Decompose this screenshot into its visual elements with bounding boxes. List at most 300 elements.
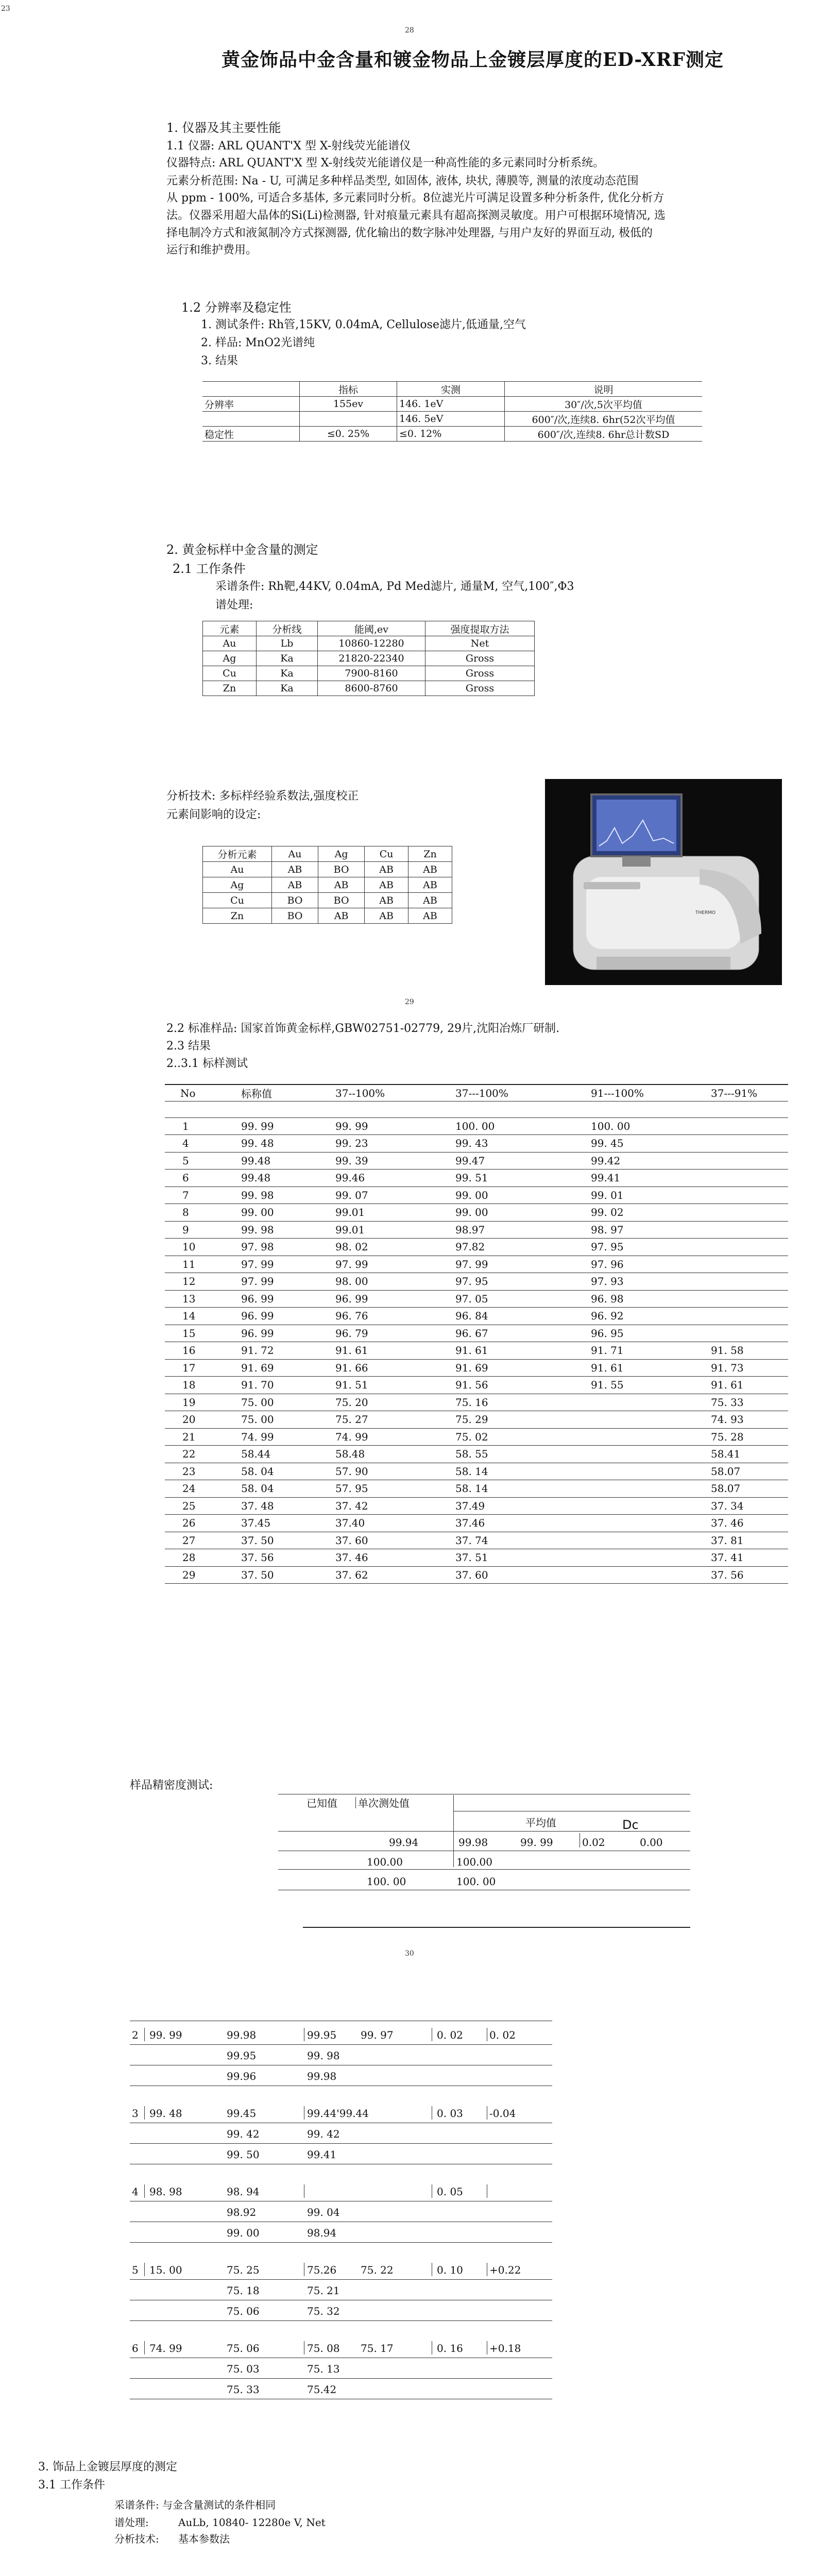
cell: 96. 99 bbox=[335, 1292, 368, 1305]
cell: 75. 16 bbox=[455, 1396, 488, 1409]
cell: 97. 99 bbox=[335, 1258, 368, 1270]
table-row bbox=[165, 1428, 788, 1446]
cell: 99.01 bbox=[335, 1206, 365, 1219]
sample-number: 11 bbox=[182, 1258, 196, 1270]
cell: 74. 99 bbox=[335, 1430, 368, 1443]
table-row bbox=[165, 1532, 788, 1549]
sample-number: 13 bbox=[182, 1292, 196, 1305]
cell: 91. 69 bbox=[241, 1361, 274, 1374]
cell: 75. 20 bbox=[335, 1396, 368, 1409]
cell: 99. 00 bbox=[227, 2227, 260, 2239]
table-top-rule bbox=[165, 1084, 788, 1085]
cell: 0.00 bbox=[640, 1836, 663, 1849]
rule bbox=[144, 2341, 145, 2354]
col-header: No bbox=[180, 1087, 196, 1099]
cell: 75. 08 bbox=[307, 2342, 340, 2354]
cell bbox=[709, 1308, 788, 1325]
cell bbox=[589, 1480, 709, 1498]
cell: 0. 10 bbox=[437, 2264, 463, 2276]
cell bbox=[709, 1204, 788, 1222]
table-row bbox=[165, 1239, 788, 1256]
section-1-heading: 1. 仪器及其主要性能 bbox=[166, 121, 281, 135]
cell: +0.18 bbox=[489, 2342, 521, 2354]
standard-results-table bbox=[165, 1086, 788, 1584]
analysis-technique: 分析技术: 多标样经验系数法,强度校正 bbox=[166, 790, 359, 803]
cell: 99. 51 bbox=[455, 1172, 488, 1184]
cell: 75. 32 bbox=[307, 2305, 340, 2317]
cell bbox=[589, 1566, 709, 1584]
sample-number: 18 bbox=[182, 1379, 196, 1392]
cell: Gross bbox=[425, 681, 535, 696]
cell: 37. 50 bbox=[241, 1534, 274, 1547]
cell: Au bbox=[203, 636, 257, 651]
cell: 99. 45 bbox=[591, 1137, 624, 1150]
spectrum-condition: 采谱条件: Rh靶,44KV, 0.04mA, Pd Med滤片, 通量M, 空气,100″,Φ3 bbox=[215, 580, 574, 593]
cell: AB bbox=[318, 908, 365, 924]
cell: 96. 84 bbox=[455, 1310, 488, 1323]
rule bbox=[130, 2320, 552, 2321]
paragraph-line: 仪器特点: ARL QUANT'X 型 X-射线荧光能谱仪是一种高性能的多元素同时分析系统。 bbox=[166, 157, 605, 170]
cell: 99.41 bbox=[307, 2148, 337, 2161]
cell: 91. 56 bbox=[455, 1379, 488, 1392]
cell: 91. 71 bbox=[591, 1344, 624, 1357]
col-header: 实测 bbox=[397, 382, 505, 397]
cell: 75.26 bbox=[307, 2264, 337, 2276]
cell: 91. 58 bbox=[711, 1344, 744, 1357]
sample-number: 2 bbox=[132, 2029, 139, 2041]
col-header: 说明 bbox=[505, 382, 703, 397]
cell bbox=[709, 1239, 788, 1256]
cell bbox=[709, 1221, 788, 1239]
known-value: 99. 48 bbox=[149, 2107, 182, 2120]
cell: 91. 61 bbox=[711, 1379, 744, 1392]
rule bbox=[144, 2184, 145, 2198]
cell: 75. 06 bbox=[227, 2342, 260, 2354]
rule bbox=[130, 2279, 552, 2280]
known-value: 99. 99 bbox=[149, 2029, 182, 2041]
cell: 91. 73 bbox=[711, 1361, 744, 1374]
paragraph-line: 法。仪器采用超大晶体的Si(Li)检测器, 针对痕量元素具有超高探测灵敏度。用户可根据环境情况, 选 bbox=[166, 209, 666, 222]
cell: 91. 72 bbox=[241, 1344, 274, 1357]
table-row bbox=[165, 1411, 788, 1429]
cell: 97. 99 bbox=[455, 1258, 488, 1270]
cell: 97. 99 bbox=[241, 1275, 274, 1288]
cell bbox=[589, 1549, 709, 1567]
col-header: 强度提取方法 bbox=[425, 621, 535, 636]
inter-element-label: 元素间影响的设定: bbox=[166, 808, 261, 821]
cell: 0. 05 bbox=[437, 2185, 463, 2198]
col-header: 能阈,ev bbox=[318, 621, 425, 636]
cell: 99.96 bbox=[227, 2070, 257, 2082]
cell: 37.46 bbox=[455, 1517, 485, 1530]
cell: 99.98 bbox=[458, 1836, 488, 1849]
cell: 75. 13 bbox=[307, 2363, 340, 2375]
cell bbox=[709, 1325, 788, 1342]
cell: AB bbox=[408, 862, 452, 877]
cell: 99. 99 bbox=[520, 1836, 553, 1849]
sample-number: 3 bbox=[132, 2107, 139, 2120]
cell bbox=[589, 1411, 709, 1429]
cell: 99. 43 bbox=[455, 1137, 488, 1150]
cell bbox=[589, 1428, 709, 1446]
cell: 37.40 bbox=[335, 1517, 365, 1530]
cell: Ka bbox=[257, 681, 318, 696]
table-row bbox=[165, 1325, 788, 1342]
cell: 96. 92 bbox=[591, 1310, 624, 1323]
cell: 75. 02 bbox=[455, 1430, 488, 1443]
cell: +0.22 bbox=[489, 2264, 521, 2276]
cell: 0.02 bbox=[582, 1836, 605, 1849]
page-number: 30 bbox=[405, 1950, 414, 1958]
cell: 97. 93 bbox=[591, 1275, 624, 1288]
cell: 75. 25 bbox=[227, 2264, 260, 2276]
cell bbox=[709, 1290, 788, 1308]
single-measure-header: 单次测处值 bbox=[358, 1797, 410, 1809]
cell: AB bbox=[318, 877, 365, 893]
note: 30″/次,5次平均值 bbox=[505, 397, 703, 412]
col-header: 37---100% bbox=[455, 1087, 508, 1099]
cell: 58. 14 bbox=[455, 1465, 488, 1478]
cell: 8600-8760 bbox=[318, 681, 425, 696]
cell: Zn bbox=[203, 681, 257, 696]
cell: 99.95 bbox=[307, 2029, 337, 2041]
cell: AB bbox=[365, 862, 408, 877]
cell: 57. 95 bbox=[335, 1482, 368, 1495]
sample-number: 6 bbox=[182, 1172, 189, 1184]
paragraph-line: 择电制冷方式和液氮制冷方式探测器, 优化输出的数字脉冲处理器, 与用户友好的界面互动, 极低的 bbox=[166, 227, 653, 240]
cell: 37. 60 bbox=[335, 1534, 368, 1547]
cell: 75. 28 bbox=[711, 1430, 744, 1443]
cell: 75. 00 bbox=[241, 1396, 274, 1409]
cell: 97. 96 bbox=[591, 1258, 624, 1270]
cell: 37. 48 bbox=[241, 1499, 274, 1512]
cell: 37. 51 bbox=[455, 1551, 488, 1564]
cell: 97. 05 bbox=[455, 1292, 488, 1305]
cell: 75. 03 bbox=[227, 2363, 260, 2375]
row-label: 分辨率 bbox=[204, 399, 234, 411]
cell: 98.92 bbox=[227, 2206, 257, 2218]
cell: 99.45 bbox=[227, 2107, 257, 2120]
sample-number: 25 bbox=[182, 1499, 196, 1512]
cell: 97. 99 bbox=[241, 1258, 274, 1270]
table-row bbox=[165, 1446, 788, 1463]
cell: 74. 99 bbox=[241, 1430, 274, 1443]
cell: 99. 01 bbox=[591, 1189, 624, 1201]
cell: 58.07 bbox=[711, 1465, 741, 1478]
col-header: 元素 bbox=[203, 621, 257, 636]
cell: 99.46 bbox=[335, 1172, 365, 1184]
cell: 98. 02 bbox=[335, 1241, 368, 1253]
cell: 74. 93 bbox=[711, 1413, 744, 1426]
cell: 58.41 bbox=[711, 1448, 741, 1461]
test-result-label: 3. 结果 bbox=[201, 354, 238, 367]
cell: 99. 98 bbox=[241, 1223, 274, 1236]
table-row bbox=[165, 1377, 788, 1394]
col-header: Cu bbox=[365, 846, 408, 862]
cell: 99. 97 bbox=[361, 2029, 394, 2041]
cell: 99. 98 bbox=[307, 2049, 340, 2062]
known-value: 74. 99 bbox=[149, 2342, 182, 2354]
precision-label: 样品精密度测试: bbox=[130, 1779, 213, 1792]
note: 600″/次,连续8. 6hr总计数SD bbox=[505, 427, 703, 442]
paragraph-line: 从 ppm - 100%, 可适合多基体, 多元素同时分析。8位滤光片可满足设置多种分析条件, 优化分析方 bbox=[166, 192, 664, 205]
sample-number: 27 bbox=[182, 1534, 196, 1547]
cell: 37. 46 bbox=[335, 1551, 368, 1564]
measured-value: 146. 5eV bbox=[397, 412, 505, 427]
cell: 99. 42 bbox=[307, 2128, 340, 2140]
cell: 58. 04 bbox=[241, 1465, 274, 1478]
cell: 58. 14 bbox=[455, 1482, 488, 1495]
cell: 99. 50 bbox=[227, 2148, 260, 2161]
cell: 99.95 bbox=[227, 2049, 257, 2062]
cell: 97. 95 bbox=[455, 1275, 488, 1288]
paragraph-line: 运行和维护费用。 bbox=[166, 244, 258, 257]
cell: 99.98 bbox=[307, 2070, 337, 2082]
standard-sample-line: 2.2 标准样品: 国家首饰黄金标样,GBW02751-02779, 29片,沈阳冶炼厂研制. bbox=[166, 1022, 560, 1035]
page-number: 28 bbox=[405, 26, 414, 35]
measured-value: 146. 1eV bbox=[397, 397, 505, 412]
rule bbox=[130, 2378, 552, 2379]
cell: 98.97 bbox=[455, 1223, 485, 1236]
cell: 99.44'99.44 bbox=[307, 2107, 369, 2120]
table-row bbox=[165, 1497, 788, 1515]
instrument-brand-label: THERMO bbox=[695, 910, 716, 916]
cell: AB bbox=[272, 862, 318, 877]
sample-number: 4 bbox=[132, 2185, 139, 2198]
cell bbox=[589, 1515, 709, 1532]
cell bbox=[709, 1187, 788, 1204]
cell: 99.47 bbox=[455, 1154, 485, 1167]
instrument-photo bbox=[545, 779, 782, 985]
rule bbox=[130, 2242, 552, 2243]
cell: AB bbox=[408, 877, 452, 893]
cell: 96. 99 bbox=[241, 1327, 274, 1340]
inter-element-table bbox=[202, 846, 452, 924]
cell: BO bbox=[318, 893, 365, 908]
cell: 75. 33 bbox=[711, 1396, 744, 1409]
rule bbox=[355, 1797, 356, 1808]
average-header: 平均值 bbox=[525, 1817, 556, 1829]
sample-number: 5 bbox=[182, 1154, 189, 1167]
cell: 57. 90 bbox=[335, 1465, 368, 1478]
cell: 99. 02 bbox=[591, 1206, 624, 1219]
cell: 100. 00 bbox=[455, 1120, 495, 1132]
cell: 99. 23 bbox=[335, 1137, 368, 1150]
cell: AB bbox=[408, 908, 452, 924]
cell: 91. 55 bbox=[591, 1379, 624, 1392]
cell: Ag bbox=[203, 651, 257, 666]
cell bbox=[589, 1497, 709, 1515]
spec-value: ≤0. 25% bbox=[300, 427, 397, 442]
cell: 98.94 bbox=[307, 2227, 337, 2239]
cell: 75. 22 bbox=[361, 2264, 394, 2276]
section-2-heading: 2. 黄金标样中金含量的测定 bbox=[166, 543, 318, 557]
cell: BO bbox=[272, 893, 318, 908]
col-header: 标称值 bbox=[241, 1088, 272, 1100]
spectrum-condition: 采谱条件: 与金含量测试的条件相同 bbox=[114, 2499, 276, 2511]
cell: 97. 98 bbox=[241, 1241, 274, 1253]
section-3-heading: 3. 饰品上金镀层厚度的测定 bbox=[38, 2461, 177, 2473]
sample-number: 9 bbox=[182, 1223, 189, 1236]
sample-number: 10 bbox=[182, 1241, 196, 1253]
test-sample: 2. 样品: MnO2光谱纯 bbox=[201, 336, 315, 349]
cell: 96. 79 bbox=[335, 1327, 368, 1340]
cell: 75. 00 bbox=[241, 1413, 274, 1426]
cell: 0. 02 bbox=[489, 2029, 516, 2041]
cell: BO bbox=[318, 862, 365, 877]
cell: 75. 21 bbox=[307, 2284, 340, 2297]
cell bbox=[709, 1256, 788, 1273]
sample-number: 16 bbox=[182, 1344, 196, 1357]
table-row bbox=[165, 1359, 788, 1377]
cell bbox=[709, 1273, 788, 1291]
cell: 91. 61 bbox=[335, 1344, 368, 1357]
table-row bbox=[165, 1463, 788, 1480]
cell: 37. 62 bbox=[335, 1568, 368, 1581]
spectrum-processing-value: AuLb, 10840- 12280e V, Net bbox=[178, 2516, 326, 2529]
col-header: Zn bbox=[408, 846, 452, 862]
col-header: 37---91% bbox=[711, 1087, 758, 1099]
table-row bbox=[165, 1221, 788, 1239]
cell: 96. 67 bbox=[455, 1327, 488, 1340]
cell: 75. 29 bbox=[455, 1413, 488, 1426]
cell: 58.44 bbox=[241, 1448, 271, 1461]
cell: 10860-12280 bbox=[318, 636, 425, 651]
cell: 0. 03 bbox=[437, 2107, 463, 2120]
cell: Au bbox=[203, 862, 272, 877]
table-row bbox=[165, 1394, 788, 1411]
cell: 99. 48 bbox=[241, 1137, 274, 1150]
sample-number: 1 bbox=[182, 1120, 189, 1132]
table-row bbox=[165, 1152, 788, 1170]
col-header: 分析线 bbox=[257, 621, 318, 636]
cell: 91. 70 bbox=[241, 1379, 274, 1392]
test-condition: 1. 测试条件: Rh管,15KV, 0.04mA, Cellulose滤片,低通量,空气 bbox=[201, 318, 526, 331]
cell: 58.48 bbox=[335, 1448, 365, 1461]
cell: AB bbox=[365, 877, 408, 893]
cell bbox=[589, 1394, 709, 1411]
col-header: Au bbox=[272, 846, 318, 862]
rule bbox=[130, 2143, 552, 2144]
cell: 7900-8160 bbox=[318, 666, 425, 681]
cell: Cu bbox=[203, 893, 272, 908]
cell bbox=[709, 1152, 788, 1170]
known-value-header: 已知值 bbox=[306, 1797, 337, 1809]
table-row bbox=[165, 1187, 788, 1204]
cell: 100. 00 bbox=[591, 1120, 630, 1132]
cell: 99.48 bbox=[241, 1172, 271, 1184]
cell: 37. 46 bbox=[711, 1517, 744, 1530]
sample-number: 28 bbox=[182, 1551, 196, 1564]
cell: 99. 07 bbox=[335, 1189, 368, 1201]
rule bbox=[144, 2106, 145, 2120]
rule bbox=[144, 2263, 145, 2276]
cell: 98. 94 bbox=[227, 2185, 260, 2198]
document-title: 黄金饰品中金含量和镀金物品上金镀层厚度的ED-XRF测定 bbox=[221, 49, 724, 71]
cell: 58.07 bbox=[711, 1482, 741, 1495]
cell: AB bbox=[408, 893, 452, 908]
col-header: 37--100% bbox=[335, 1087, 385, 1099]
spec-value: 155ev bbox=[300, 397, 397, 412]
rule bbox=[144, 2028, 145, 2041]
cell: 91. 61 bbox=[591, 1361, 624, 1374]
rule bbox=[278, 1869, 690, 1870]
paragraph-line: 元素分析范围: Na - U, 可满足多种样品类型, 如固体, 液体, 块状, 薄膜等, 测量的浓度动态范围 bbox=[166, 175, 639, 188]
instrument-line: 1.1 仪器: ARL QUANT'X 型 X-射线荧光能谱仪 bbox=[166, 140, 411, 152]
cell: Ag bbox=[203, 877, 272, 893]
cell: 75. 06 bbox=[227, 2305, 260, 2317]
table-row bbox=[165, 1170, 788, 1187]
cell: AB bbox=[365, 893, 408, 908]
cell: 99. 39 bbox=[335, 1154, 368, 1167]
table-row bbox=[165, 1549, 788, 1567]
table-row bbox=[165, 1480, 788, 1498]
cell: 37. 42 bbox=[335, 1499, 368, 1512]
cell: 37. 41 bbox=[711, 1551, 744, 1564]
table-row bbox=[165, 1117, 788, 1135]
cell: 91. 61 bbox=[455, 1344, 488, 1357]
sample-number: 7 bbox=[182, 1189, 189, 1201]
measured-value: ≤0. 12% bbox=[397, 427, 505, 442]
cell: 99. 99 bbox=[335, 1120, 368, 1132]
cell: 98. 00 bbox=[335, 1275, 368, 1288]
sample-number: 19 bbox=[182, 1396, 196, 1409]
cell: 75. 27 bbox=[335, 1413, 368, 1426]
cell: 99.42 bbox=[591, 1154, 621, 1167]
cell: 37. 50 bbox=[241, 1568, 274, 1581]
table-row bbox=[165, 1515, 788, 1532]
results-heading: 2.3 结果 bbox=[166, 1040, 211, 1053]
cell: Lb bbox=[257, 636, 318, 651]
spectrum-processing-label: 谱处理: bbox=[215, 599, 253, 612]
table-row bbox=[165, 1256, 788, 1273]
cell: 0. 16 bbox=[437, 2342, 463, 2354]
cell: 58. 04 bbox=[241, 1482, 274, 1495]
cell: Ka bbox=[257, 651, 318, 666]
cell: 37. 81 bbox=[711, 1534, 744, 1547]
cell bbox=[709, 1117, 788, 1135]
table-row bbox=[165, 1566, 788, 1584]
element-line-table bbox=[202, 621, 535, 696]
cell: 21820-22340 bbox=[318, 651, 425, 666]
cell: 99. 42 bbox=[227, 2128, 260, 2140]
table-row bbox=[165, 1135, 788, 1153]
cell: Cu bbox=[203, 666, 257, 681]
cell: 37. 74 bbox=[455, 1534, 488, 1547]
rule bbox=[278, 1831, 690, 1832]
cell: 99. 00 bbox=[241, 1206, 274, 1219]
cell: 99. 00 bbox=[455, 1189, 488, 1201]
spectrum-processing-label: 谱处理: bbox=[114, 2516, 149, 2529]
sample-number: 24 bbox=[182, 1482, 196, 1495]
table-row bbox=[165, 1290, 788, 1308]
cell: 97.82 bbox=[455, 1241, 485, 1253]
cell: 99.94 bbox=[389, 1836, 419, 1849]
cell: 98. 97 bbox=[591, 1223, 624, 1236]
table-row bbox=[165, 1273, 788, 1291]
known-value: 15. 00 bbox=[149, 2264, 182, 2276]
cell: 99. 99 bbox=[241, 1120, 274, 1132]
analysis-technique-value: 基本参数法 bbox=[178, 2533, 230, 2545]
col-header: 91---100% bbox=[591, 1087, 644, 1099]
cell: 37. 60 bbox=[455, 1568, 488, 1581]
note: 600″/次,连续8. 6hr(52次平均值 bbox=[505, 412, 703, 427]
sample-number: 8 bbox=[182, 1206, 189, 1219]
known-value: 98. 98 bbox=[149, 2185, 182, 2198]
cell: 100.00 bbox=[456, 1856, 492, 1868]
cell: 91. 66 bbox=[335, 1361, 368, 1374]
cell: Gross bbox=[425, 666, 535, 681]
